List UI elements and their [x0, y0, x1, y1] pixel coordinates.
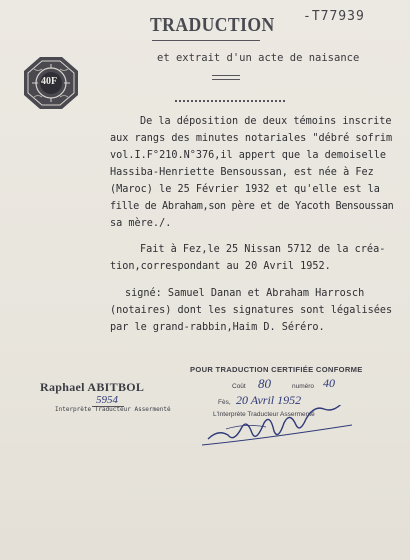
subtitle-rule-1	[212, 75, 240, 76]
paragraph1-line: vol.I.F°210.N°376,il appert que la demoiselle	[110, 150, 387, 161]
stamp-value: 40F	[41, 76, 58, 87]
paragraph2-line: Fait à Fez,le 25 Nissan 5712 de la créa-	[140, 244, 386, 255]
date-value: 20 Avril 1952	[236, 393, 302, 407]
numero-value: 40	[323, 376, 335, 390]
paragraph2-line: tion,correspondant au 20 Avril 1952.	[110, 261, 331, 272]
certification-heading: POUR TRADUCTION CERTIFIÉE CONFORME	[190, 365, 363, 374]
paragraph1-line: sa mère./.	[110, 218, 172, 229]
subtitle-rule-2	[212, 79, 240, 80]
reference-number: -T77939	[303, 9, 365, 24]
date-label: Fès,	[218, 399, 231, 406]
paragraph3-line: (notaires) dont les signatures sont légalisées	[110, 305, 393, 316]
paragraph1-line: fille de Abraham,son père et de Yacoth Bensoussan	[110, 201, 394, 212]
paragraph1-line: aux rangs des minutes notariales "débré sofrim	[110, 133, 393, 144]
cout-label: Coût	[232, 383, 246, 390]
certification-signatory-title: L'Interprète Traducteur Assermenté	[213, 411, 315, 418]
paragraph1-line: De la déposition de deux témoins inscrite	[140, 116, 392, 127]
cout-value: 80	[258, 376, 271, 391]
title-underline	[152, 40, 260, 41]
paragraph3-line: par le grand-rabbin,Haim D. Séréro.	[110, 322, 325, 333]
handwritten-signature	[196, 405, 366, 455]
paragraph1-line: Hassiba-Henriette Bensoussan, est née à Fez	[110, 167, 374, 178]
fiscal-stamp	[22, 55, 80, 111]
paragraph3-line: signé: Samuel Danan et Abraham Harrosch	[125, 288, 365, 299]
dotted-separator	[175, 100, 285, 102]
translator-title: Interprète Traducteur Assermenté	[55, 406, 171, 413]
numero-label: numéro	[292, 383, 315, 390]
translator-name: Raphael ABITBOL	[40, 380, 145, 394]
paragraph1-line: (Maroc) le 25 Février 1932 et qu'elle est la	[110, 184, 380, 195]
document-title: TRADUCTION	[150, 14, 275, 36]
document-subtitle: et extrait d'un acte de naisance	[157, 52, 360, 64]
translator-number: 5954	[96, 394, 118, 406]
